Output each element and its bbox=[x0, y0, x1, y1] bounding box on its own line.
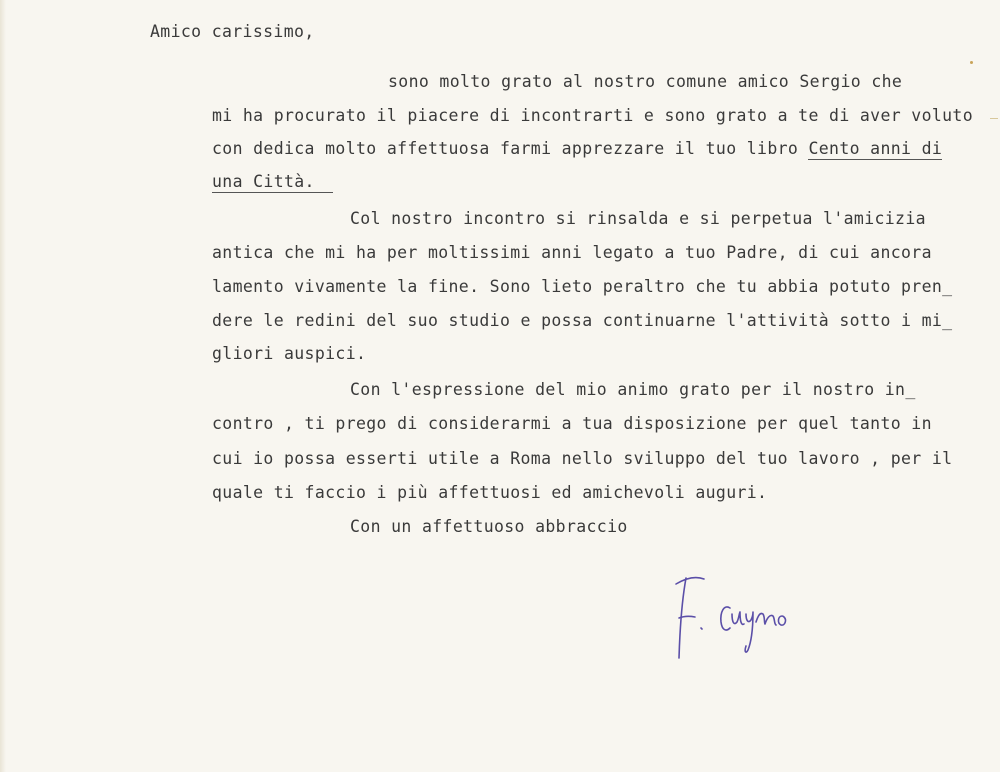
paper-speck bbox=[990, 118, 998, 119]
paragraph-2-line-3: lamento vivamente la fine. Sono lieto peraltro che tu abbia potuto pren_ bbox=[212, 277, 953, 296]
paragraph-1-line-4 bbox=[212, 172, 333, 192]
paragraph-3-line-2: contro , ti prego di considerarmi a tua disposizione per quel tanto in bbox=[212, 414, 932, 433]
paragraph-1-line-3-text: con dedica molto affettuosa farmi apprezzare il tuo libro bbox=[212, 139, 809, 158]
paragraph-3-line-1: Con l'espressione del mio animo grato per il nostro in_ bbox=[350, 380, 916, 399]
paragraph-1-line-1: sono molto grato al nostro comune amico Sergio che bbox=[388, 72, 903, 91]
book-title-continued: una Città. bbox=[212, 172, 333, 193]
paper-edge bbox=[0, 0, 6, 772]
paragraph-3-line-3: cui io possa esserti utile a Roma nello sviluppo del tuo lavoro , per il bbox=[212, 449, 953, 468]
closing: Con un affettuoso abbraccio bbox=[350, 517, 628, 536]
paragraph-1-line-3 bbox=[212, 139, 942, 159]
paragraph-3-line-4: quale ti faccio i più affettuosi ed amichevoli auguri. bbox=[212, 483, 768, 502]
paragraph-1-line-2: mi ha procurato il piacere di incontrarti e sono grato a te di aver voluto bbox=[212, 106, 974, 125]
salutation: Amico carissimo, bbox=[150, 22, 315, 41]
paragraph-2-line-1: Col nostro incontro si rinsalda e si perpetua l'amicizia bbox=[350, 209, 926, 228]
book-title: Cento anni di bbox=[808, 139, 943, 158]
paper-speck bbox=[970, 61, 973, 64]
paragraph-2-line-5: gliori auspici. bbox=[212, 344, 367, 363]
paragraph-2-line-4: dere le redini del suo studio e possa continuarne l'attività sotto i mi_ bbox=[212, 311, 953, 330]
paragraph-2-line-2: antica che mi ha per moltissimi anni legato a tuo Padre, di cui ancora bbox=[212, 243, 932, 262]
handwritten-signature bbox=[668, 570, 808, 665]
